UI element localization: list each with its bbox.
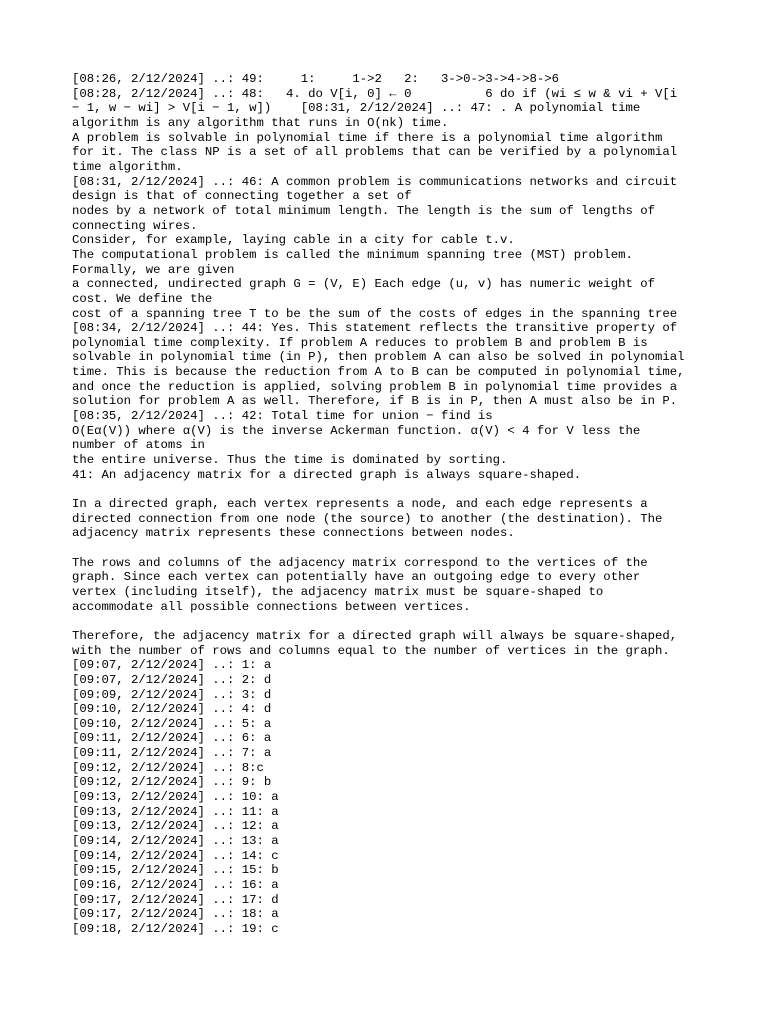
text-line: and once the reduction is applied, solving problem B in polynomial time provides a: [72, 379, 678, 394]
text-line: [09:07, 2/12/2024] ..: 2: d: [72, 672, 272, 687]
text-line: [09:11, 2/12/2024] ..: 7: a: [72, 746, 272, 761]
text-line: The rows and columns of the adjacency matrix correspond to the vertices of the: [72, 555, 648, 570]
text-line: [09:11, 2/12/2024] ..: 6: a: [72, 731, 272, 746]
text-line: In a directed graph, each vertex represents a node, and each edge represents a: [72, 497, 648, 512]
text-line: for it. The class NP is a set of all problems that can be verified by a polynomial: [72, 145, 678, 160]
text-line: [09:10, 2/12/2024] ..: 5: a: [72, 716, 272, 731]
text-line: cost. We define the: [72, 291, 213, 306]
document-body: [72, 72, 712, 937]
text-line: solvable in polynomial time (in P), then problem A can also be solved in polynomial: [72, 350, 685, 365]
text-line: accommodate all possible connections between vertices.: [72, 599, 471, 614]
text-line: cost of a spanning tree T to be the sum of the costs of edges in the spanning tree: [72, 306, 678, 321]
text-line: A problem is solvable in polynomial time if there is a polynomial time algorithm: [72, 130, 663, 145]
text-line: [09:13, 2/12/2024] ..: 11: a: [72, 804, 279, 819]
text-line: Formally, we are given: [72, 262, 235, 277]
text-line: [09:14, 2/12/2024] ..: 14: c: [72, 848, 279, 863]
text-line: [09:13, 2/12/2024] ..: 12: a: [72, 819, 279, 834]
text-line: design is that of connecting together a set of: [72, 189, 412, 204]
text-line: 41: An adjacency matrix for a directed graph is always square-shaped.: [72, 467, 582, 482]
text-line: adjacency matrix represents these connections between nodes.: [72, 526, 515, 541]
text-line: [09:09, 2/12/2024] ..: 3: d: [72, 687, 272, 702]
document-page: [72, 72, 712, 937]
text-line: connecting wires.: [72, 218, 198, 233]
text-line: Therefore, the adjacency matrix for a directed graph will always be square-shaped,: [72, 628, 678, 643]
text-line: [08:31, 2/12/2024] ..: 46: A common problem is communications networks and circuit: [72, 174, 678, 189]
text-line: polynomial time complexity. If problem A reduces to problem B and problem B is: [72, 335, 648, 350]
text-line: [08:26, 2/12/2024] ..: 49: 1: 1->2 2: 3->0->3->4->8->6: [72, 72, 560, 86]
text-line: [09:12, 2/12/2024] ..: 9: b: [72, 775, 272, 790]
text-line: [08:28, 2/12/2024] ..: 48: 4. do V[i, 0] ← 0 6 do if (wi ≤ w & vi + V[i: [72, 86, 678, 101]
text-line: a connected, undirected graph G = (V, E) Each edge (u, v) has numeric weight of: [72, 277, 655, 292]
text-line: [72, 541, 712, 556]
text-line: with the number of rows and columns equal to the number of vertices in the graph.: [72, 643, 670, 658]
text-line: O(Eα(V)) where α(V) is the inverse Ackerman function. α(V) < 4 for V less the: [72, 423, 641, 438]
text-line: [09:12, 2/12/2024] ..: 8:c: [72, 760, 264, 775]
text-line: time algorithm.: [72, 159, 183, 174]
text-line: [08:35, 2/12/2024] ..: 42: Total time for union − find is: [72, 409, 493, 424]
text-line: [09:10, 2/12/2024] ..: 4: d: [72, 702, 272, 717]
text-line: [72, 482, 712, 497]
text-line: [09:07, 2/12/2024] ..: 1: a: [72, 658, 272, 673]
text-line: [09:14, 2/12/2024] ..: 13: a: [72, 834, 279, 849]
text-line: number of atoms in: [72, 438, 205, 453]
text-line: [09:15, 2/12/2024] ..: 15: b: [72, 863, 279, 878]
text-line: time. This is because the reduction from A to B can be computed in polynomial time,: [72, 365, 685, 380]
text-line: [09:18, 2/12/2024] ..: 19: c: [72, 922, 279, 937]
text-line: [09:13, 2/12/2024] ..: 10: a: [72, 790, 279, 805]
text-line: algorithm is any algorithm that runs in O(nk) time.: [72, 115, 449, 130]
text-line: the entire universe. Thus the time is dominated by sorting.: [72, 453, 508, 468]
text-line: nodes by a network of total minimum length. The length is the sum of lengths of: [72, 203, 655, 218]
text-line: [08:34, 2/12/2024] ..: 44: Yes. This statement reflects the transitive property of: [72, 321, 678, 336]
text-line: The computational problem is called the minimum spanning tree (MST) problem.: [72, 247, 633, 262]
text-line: [09:17, 2/12/2024] ..: 17: d: [72, 892, 279, 907]
text-line: [72, 614, 712, 629]
text-line: solution for problem A as well. Therefore, if B is in P, then A must also be in P.: [72, 394, 678, 409]
text-line: Consider, for example, laying cable in a city for cable t.v.: [72, 233, 515, 248]
text-line: − 1, w − wi] > V[i − 1, w]) [08:31, 2/12/2024] ..: 47: . A polynomial time: [72, 101, 641, 116]
text-line: graph. Since each vertex can potentially have an outgoing edge to every other: [72, 570, 641, 585]
text-line: directed connection from one node (the source) to another (the destination). The: [72, 511, 663, 526]
text-line: [09:17, 2/12/2024] ..: 18: a: [72, 907, 279, 922]
text-line: vertex (including itself), the adjacency matrix must be square-shaped to: [72, 584, 604, 599]
text-line: [09:16, 2/12/2024] ..: 16: a: [72, 878, 279, 893]
